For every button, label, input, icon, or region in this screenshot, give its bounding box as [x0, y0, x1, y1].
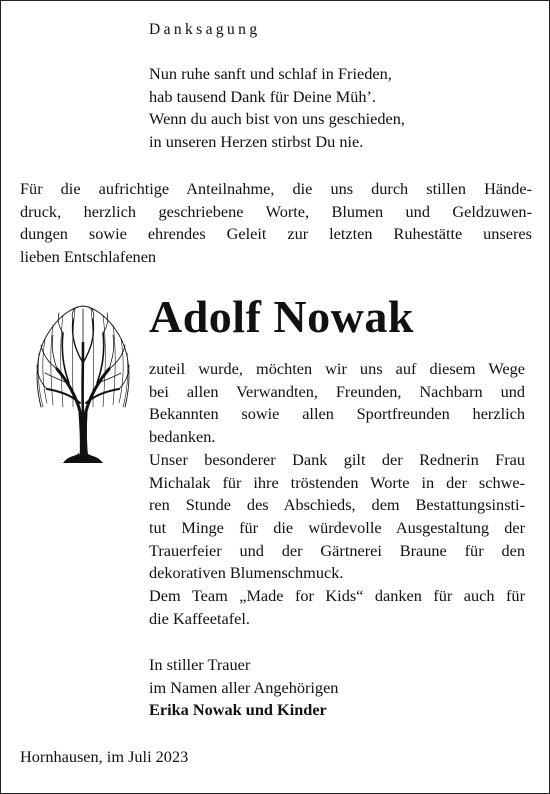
body-line: zuteil wurde, möchten wir uns auf diesem Wege [149, 359, 525, 378]
poem-line: Nun ruhe sanft und schlaf in Frieden, [149, 64, 392, 83]
body-line: die Kaffeetafel. [149, 608, 250, 628]
deceased-name: Adolf Nowak [149, 291, 414, 342]
intro-line: Für die aufrichtige Anteilnahme, die uns durch stillen Hände- [20, 179, 532, 198]
poem-line: Wenn du auch bist von uns geschieden, [149, 109, 405, 129]
body-paragraph [149, 358, 525, 630]
intro-paragraph [20, 178, 532, 269]
body-line: Dem Team „Made for Kids“ danken für auch für [149, 586, 525, 606]
tree-icon [33, 303, 133, 463]
body-line: tut Minge für die würdevolle Ausgestaltung der [149, 517, 525, 537]
poem-line: in unseren Herzen stirbst Du nie. [149, 132, 364, 152]
place-date: Hornhausen, im Juli 2023 [20, 747, 189, 766]
poem-line: hab tausend Dank für Deine Müh’. [149, 86, 376, 106]
body-line: bei allen Verwandten, Freunden, Nachbarn und [149, 381, 525, 401]
intro-line: lieben Entschlafenen [20, 247, 157, 267]
body-line: Michalak für ihre tröstenden Worte in der schwe- [149, 472, 525, 492]
signature: Erika Nowak und Kinder [149, 700, 327, 720]
body-line: bedanken. [149, 427, 216, 447]
body-line: Unser besonderer Dank gilt der Rednerin Frau [149, 449, 525, 469]
body-line: ren Stunde des Abschieds, dem Bestattungsinsti- [149, 495, 525, 515]
heading: Danksagung [149, 21, 261, 38]
closing-block [149, 654, 338, 722]
poem [149, 63, 405, 154]
intro-line: druck, herzlich geschriebene Worte, Blumen und Geldzuwen- [20, 201, 532, 221]
body-line: Trauerfeier und der Gärtnerei Braune für den [149, 540, 525, 560]
closing-line: im Namen aller Angehörigen [149, 677, 339, 697]
body-line: dekorativen Blumenschmuck. [149, 563, 344, 583]
intro-line: dungen sowie ehrendes Geleit zur letzten Ruhestätte unseres [20, 224, 532, 244]
body-line: Bekannten sowie allen Sportfreunden herzlich [149, 404, 525, 424]
closing-line: In stiller Trauer [149, 655, 251, 674]
